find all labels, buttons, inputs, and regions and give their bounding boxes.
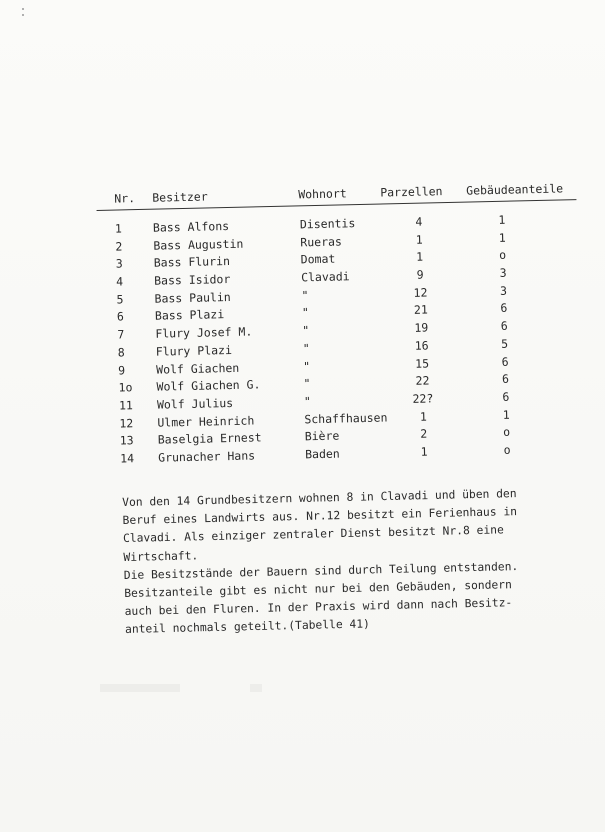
cell-parzellen: 19 [414, 320, 429, 335]
cell-nr: 4 [116, 274, 124, 289]
cell-wohnort: Rueras [300, 234, 343, 250]
cell-wohnort: " [302, 323, 310, 338]
cell-nr: 3 [115, 256, 123, 271]
cell-gebaeudeanteile: 5 [501, 336, 509, 351]
cell-nr: 14 [120, 451, 135, 466]
paragraph-line: anteil nochmals geteilt.(Tabelle 41) [124, 617, 371, 637]
cell-gebaeudeanteile: 6 [502, 389, 510, 404]
cell-nr: 7 [117, 327, 125, 342]
owners-table [96, 175, 580, 466]
cell-nr: 8 [117, 345, 125, 360]
body-paragraph [122, 484, 575, 640]
paragraph-line: Wirtschaft. [123, 548, 199, 564]
header-besitzer: Besitzer [152, 189, 208, 205]
cell-besitzer: Grunacher Hans [158, 448, 256, 465]
cell-wohnort: Bière [304, 428, 340, 444]
cell-gebaeudeanteile: o [503, 424, 511, 440]
cell-nr: 1 [114, 221, 123, 236]
cell-parzellen: 22? [412, 391, 434, 406]
cell-nr: 11 [118, 398, 133, 413]
paragraph-line: Clavadi. Als einziger zentraler Dienst besitzt Nr.8 eine [122, 523, 504, 546]
scan-mark [22, 8, 24, 10]
cell-besitzer: Ulmer Heinrich [157, 413, 255, 430]
cell-besitzer: Bass Plazi [154, 307, 225, 324]
cell-besitzer: Bass Augustin [153, 236, 244, 253]
cell-nr: 5 [116, 292, 124, 307]
cell-besitzer: Flury Josef M. [155, 324, 253, 341]
header-gebaeudeanteile: Gebäudeanteile [466, 181, 564, 198]
cell-gebaeudeanteile: 6 [500, 318, 508, 333]
cell-besitzer: Flury Plazi [155, 342, 233, 359]
cell-besitzer: Wolf Giachen [156, 360, 240, 377]
paragraph-line: auch bei den Fluren. In der Praxis wird dann nach Besitz- [124, 596, 513, 619]
cell-gebaeudeanteile: 6 [501, 354, 509, 369]
cell-wohnort: Disentis [299, 216, 356, 232]
cell-wohnort: " [302, 341, 310, 356]
cell-wohnort: Schaffhausen [304, 410, 388, 426]
cell-gebaeudeanteile: 6 [500, 301, 508, 316]
header-nr: Nr. [114, 191, 136, 206]
cell-besitzer: Bass Isidor [154, 272, 231, 288]
cell-parzellen: 22 [415, 373, 430, 388]
cell-parzellen: 1 [420, 444, 428, 459]
cell-gebaeudeanteile: 1 [502, 407, 510, 422]
cell-besitzer: Bass Flurin [153, 254, 231, 271]
cell-nr: 1o [118, 380, 133, 395]
cell-wohnort: " [301, 287, 309, 303]
scan-smudge [100, 684, 180, 692]
cell-parzellen: 2 [420, 426, 428, 441]
cell-wohnort: " [303, 376, 311, 391]
cell-parzellen: 21 [413, 302, 428, 318]
header-parzellen: Parzellen [380, 184, 443, 200]
cell-nr: 6 [116, 309, 125, 324]
cell-gebaeudeanteile: o [499, 248, 507, 263]
cell-nr: 13 [119, 433, 134, 448]
cell-gebaeudeanteile: 3 [499, 283, 508, 298]
cell-gebaeudeanteile: 1 [498, 212, 506, 227]
paragraph-line: Die Besitzstände der Bauern sind durch Teilung entstanden. [123, 559, 519, 582]
cell-parzellen: 12 [413, 285, 428, 300]
cell-nr: 12 [119, 415, 134, 431]
cell-nr: 2 [115, 239, 123, 254]
table-body [97, 211, 586, 470]
header-wohnort: Wohnort [298, 186, 347, 202]
cell-gebaeudeanteile: 6 [501, 371, 510, 387]
cell-wohnort: Clavadi [300, 269, 350, 285]
cell-parzellen: 1 [415, 232, 423, 247]
cell-parzellen: 9 [416, 267, 424, 282]
cell-besitzer: Wolf Giachen G. [156, 377, 261, 394]
cell-nr: 9 [118, 362, 126, 378]
cell-besitzer: Bass Alfons [152, 218, 230, 235]
cell-gebaeudeanteile: o [503, 442, 511, 457]
cell-parzellen: 16 [414, 338, 429, 353]
cell-wohnort: " [302, 358, 311, 373]
scan-smudge [250, 684, 262, 692]
cell-besitzer: Baselgia Ernest [157, 430, 262, 447]
cell-gebaeudeanteile: 3 [499, 265, 507, 280]
cell-wohnort: Domat [300, 251, 336, 267]
cell-wohnort: Baden [304, 446, 340, 462]
cell-besitzer: Bass Paulin [154, 289, 231, 306]
cell-wohnort: " [301, 305, 310, 320]
cell-parzellen: 1 [416, 249, 424, 265]
paragraph-line: Besitzanteile gibt es nicht nur bei den Gebäuden, sondern [124, 578, 512, 600]
cell-gebaeudeanteile: 1 [498, 230, 506, 245]
cell-parzellen: 4 [415, 214, 423, 229]
cell-parzellen: 15 [415, 355, 430, 371]
cell-parzellen: 1 [419, 409, 427, 424]
paragraph-line: Beruf eines Landwirts aus. Nr.12 besitzt ein Ferienhaus in [122, 505, 518, 528]
scan-mark [22, 14, 24, 16]
cell-wohnort: " [303, 394, 312, 409]
cell-besitzer: Wolf Julius [156, 395, 234, 412]
paragraph-line: Von den 14 Grundbesitzern wohnen 8 in Clavadi und üben den [122, 487, 517, 509]
